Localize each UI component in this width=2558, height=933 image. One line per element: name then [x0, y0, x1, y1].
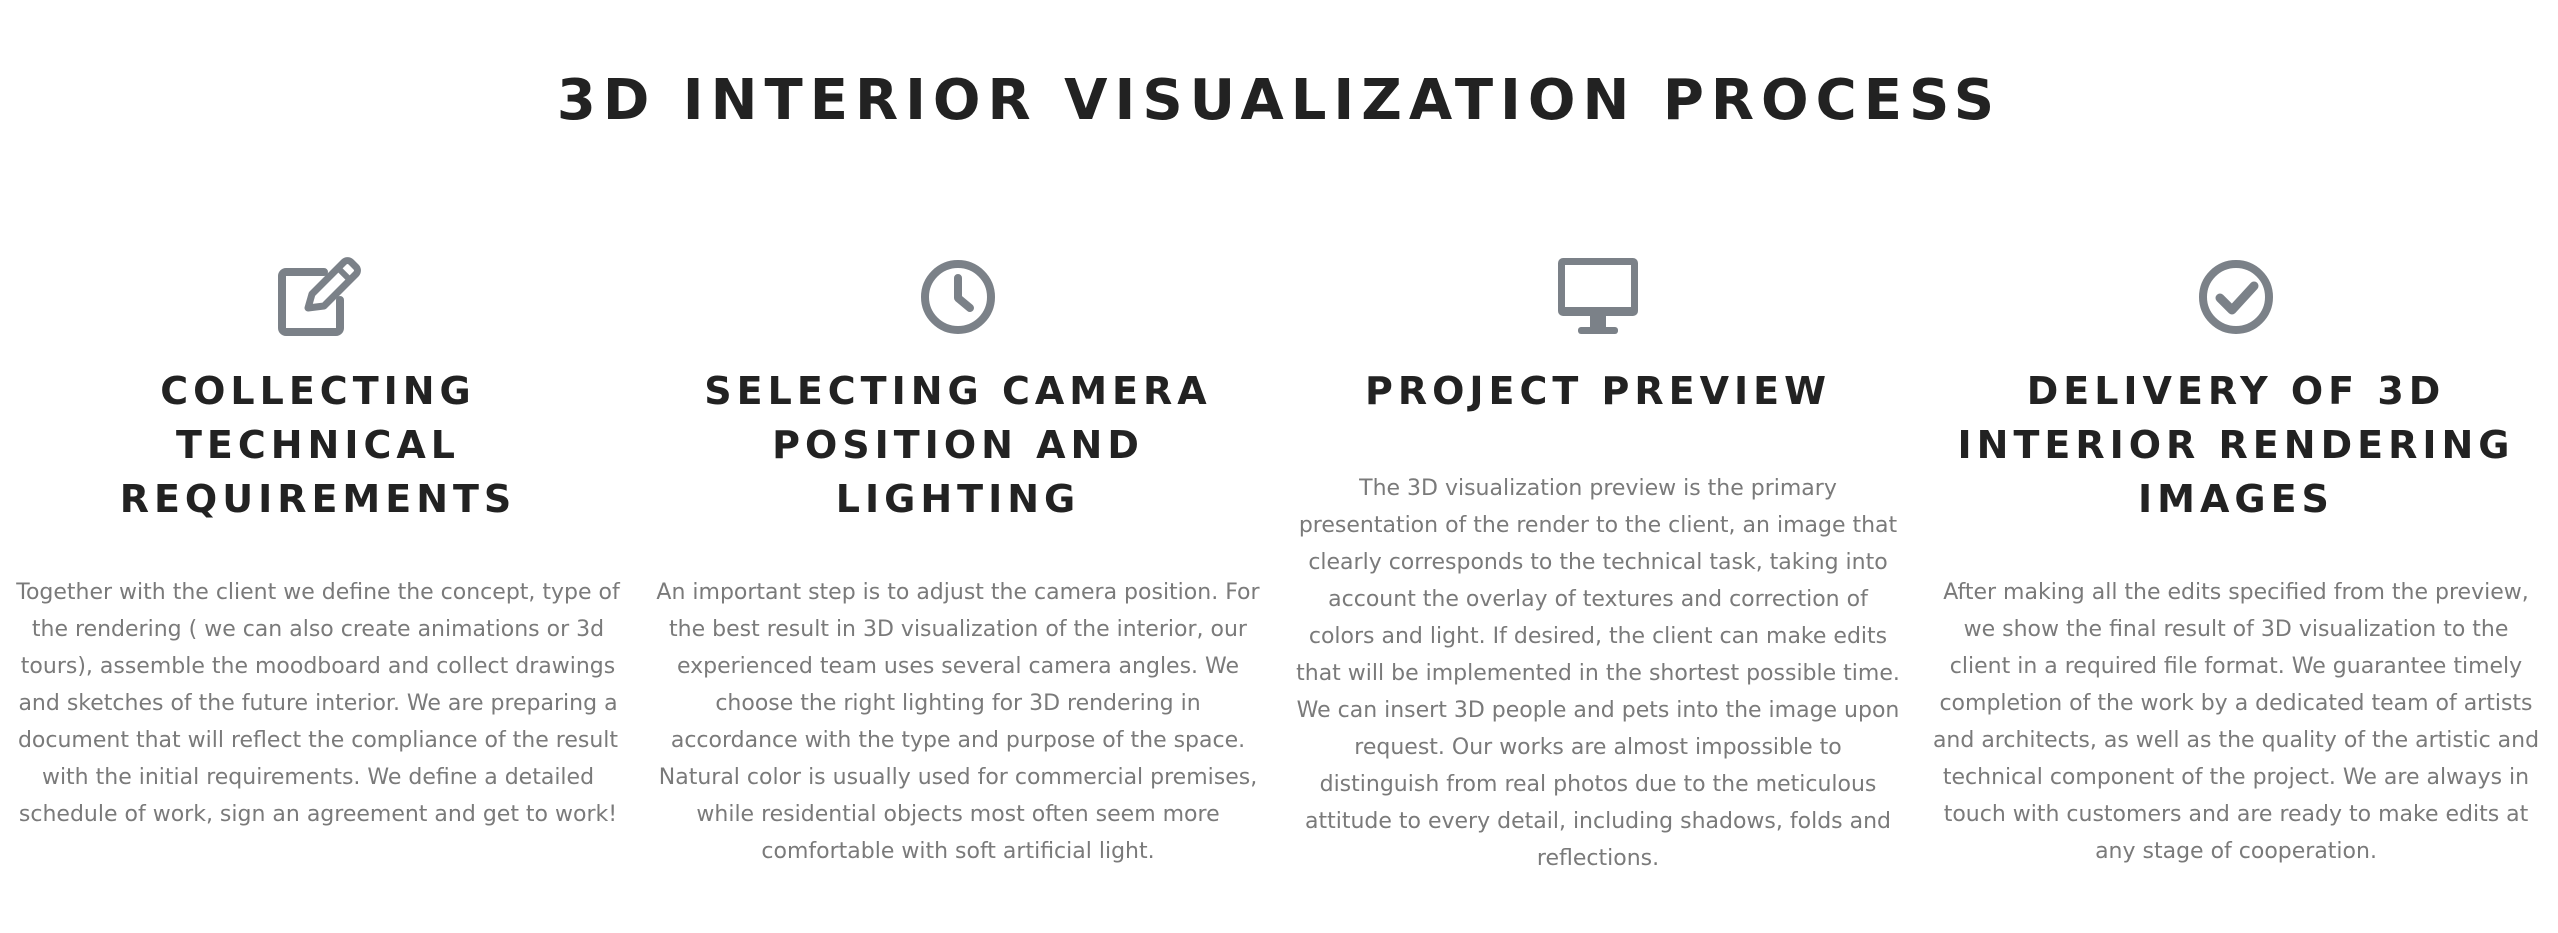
page-title: 3D INTERIOR VISUALIZATION PROCESS: [556, 68, 2002, 133]
clock-icon: [914, 256, 1002, 338]
step-title: COLLECTING TECHNICAL REQUIREMENTS: [119, 369, 517, 521]
check-circle-icon: [2192, 256, 2280, 338]
step-title: DELIVERY OF 3D INTERIOR RENDERING IMAGES: [1957, 369, 2515, 521]
step-description: An important step is to adjust the camera position. For the best result in 3D visualization of the interior, our experienced team uses several camera angles. We choose the right lighting for 3D rendering in accordance with the type and purpose of the space. Natural color is usually used for commercial premises, while residential objects most often seem more comfortable with soft artificial light.: [656, 580, 1260, 864]
process-steps: [0, 256, 2558, 896]
monitor-icon: [1554, 256, 1642, 338]
step-collecting-requirements: [10, 256, 626, 833]
step-camera-lighting: [650, 256, 1266, 870]
step-title: PROJECT PREVIEW: [1364, 369, 1832, 413]
step-description: After making all the edits specified from the preview, we show the final result of 3D visualization to the client in a required file format. We guarantee timely completion of the work by a dedicated team of artists and architects, as well as the quality of the artistic and technical component of the project. We are always in touch with customers and are ready to make edits at any stage of cooperation.: [1932, 580, 2540, 864]
step-delivery: [1928, 256, 2544, 870]
step-description: Together with the client we define the concept, type of the rendering ( we can also create animations or 3d tours), assemble the moodboard and collect drawings and sketches of the future interior. We are preparing a document that will reflect the compliance of the result with the initial requirements. We define a detailed schedule of work, sign an agreement and get to work!: [16, 580, 620, 827]
step-title: SELECTING CAMERA POSITION AND LIGHTING: [704, 369, 1212, 521]
step-description: The 3D visualization preview is the primary presentation of the render to the client, an image that clearly corresponds to the technical task, taking into account the overlay of textures and correction of colors and light. If desired, the client can make edits that will be implemented in the shortest possible time. We can insert 3D people and pets into the image upon request. Our works are almost impossible to distinguish from real photos due to the meticulous attitude to every detail, including shadows, folds and reflections.: [1296, 476, 1900, 871]
step-project-preview: [1290, 256, 1906, 877]
edit-icon: [274, 256, 362, 338]
